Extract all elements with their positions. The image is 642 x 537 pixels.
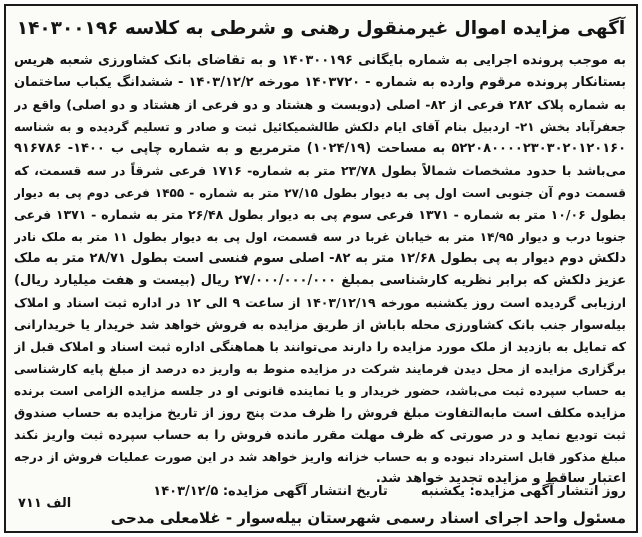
body-line: مبلغ مذکور قابل استرداد نبوده و به حساب خزانه واریز خواهد شد در این صورت عملیات فروش از درجه [14,450,626,464]
notice-body [14,50,626,490]
body-line: به شماره پلاک ۲۸۲ فرعی از ۸۲- اصلی (دویست و هشتاد و دو فرعی از هشتاد و دو اصلی) واقع در [14,97,626,112]
body-line: دلکش دوم دیوار به پی بطول ۱۲/۶۸ متر به ۸۲- اصلی سوم فنسی است بطول ۲۸/۷۱ متر به ملک [14,251,626,266]
body-line: بطول ۱۰/۰۶ متر به شماره - ۱۳۷۱ فرعی سوم پی به دیوار بطول ۲۶/۴۸ متر به شماره - ۱۳۷۱ فرعی [14,207,626,222]
body-line: جنوبا درب و دیوار ۱۴/۹۵ متر به خیابان غربا در سه قسمت، اول پی به دیوار بطول ۱۱ متر به ملک نادر [14,230,626,244]
body-line: اعتبار ساقط و مزایده تجدید خواهد شد. [375,471,626,486]
body-line: مزایده مکلف است مابه‌التفاوت مبلغ فروش را ظرف مدت پنج روز از تاریخ مزایده به حساب صندوق [14,405,626,420]
body-line: می‌باشد با حدود مشخصات شمالاً بطول ۲۳/۷۸ متر به شماره- ۱۷۱۶ فرعی شرقاً در سه قسمت، که [14,163,626,178]
body-line: بیله‌سوار جنب بانک کشاورزی محله باباش از طریق مزایده به فروش خواهد شد خریدار یا خریدارانی [14,317,626,332]
notice-title: آگهی مزایده اموال غیرمنقول رهنی و شرطی به کلاسه ۱۴۰۳۰۰۱۹۶ [16,18,626,39]
publish-day: روز انتشار آگهی مزایده: یکشنبه [420,484,626,499]
body-line: جعفرآباد بخش ۲۱- اردبیل بنام آقای ایام دلکش طالشمیکائیل ثبت و صادر و تسلیم گردیده و به شناسه [14,120,626,134]
body-line: عزیز دلکش که برابر نظریه کارشناسی بمبلغ ۲۷/۰۰۰/۰۰۰/۰۰۰ ریال (بیست و هفت میلیارد ریال) [14,273,626,288]
body-line: بستانکار پرونده مرقوم وارده به شماره - ۱۴۰۳۷۲۰ مورخه ۱۴۰۳/۱۲/۲ - ششدانگ یکباب ساختمان [14,75,626,90]
body-line: ثبت تودیع نماید و در صورتی که ظرف مهلت مقرر مانده فروش را به حساب سپرده ثبت واریز نکند [14,427,626,442]
body-line: به موجب پرونده اجرایی به شماره بایگانی ۱۴۰۳۰۰۱۹۶ و به تقاضای بانک کشاورزی شعبه هریس [14,53,626,68]
body-line: قسمت دوم آن جنوبی است اول پی به دیوار بطول ۲۷/۱۵ متر به شماره - ۱۴۵۵ فرعی دوم پی به دیوار [14,186,626,200]
notice-code: الف ۷۱۱ [18,496,72,511]
body-line: که تمایل به بازدید از ملک مورد مزایده را دارند می‌توانند با هماهنگی اداره ثبت اسناد و املاک قبل از [14,339,626,354]
body-line: ۵۲۲۰۸۰۰۰۰۲۳۰۳۰۲۰۱۲۰۱۶۰ به مساحت (۱۰۲۴/۱۹) مترمربع و به شماره چاپی ب ۱۴۰۰- ۹۱۶۷۸۶ [14,141,626,156]
body-line: به حساب سپرده ثبت می‌باشد، حضور خریدار و یا نماینده قانونی او در جلسه مزایده الزامی است برنده [14,384,626,398]
auction-notice [4,4,638,533]
publish-info [66,480,626,504]
publish-date: تاریخ انتشار آگهی مزایده: ۱۴۰۳/۱۲/۵ [153,484,388,499]
body-line: ارزیابی گردیده است روز یکشنبه مورخه ۱۴۰۳/۱۲/۱۹ از ساعت ۹ الی ۱۲ در اداره ثبت اسناد و املاک [14,295,626,310]
signature-line: مسئول واحد اجرای اسناد رسمی شهرستان بیله‌سوار - غلامعلی مدحی [110,509,626,527]
body-line: برگزاری مزایده از محل دیدن فرمایند شرکت در مزایده منوط به واریز ده درصد از مبلغ پایه کارشناسی [14,362,626,376]
